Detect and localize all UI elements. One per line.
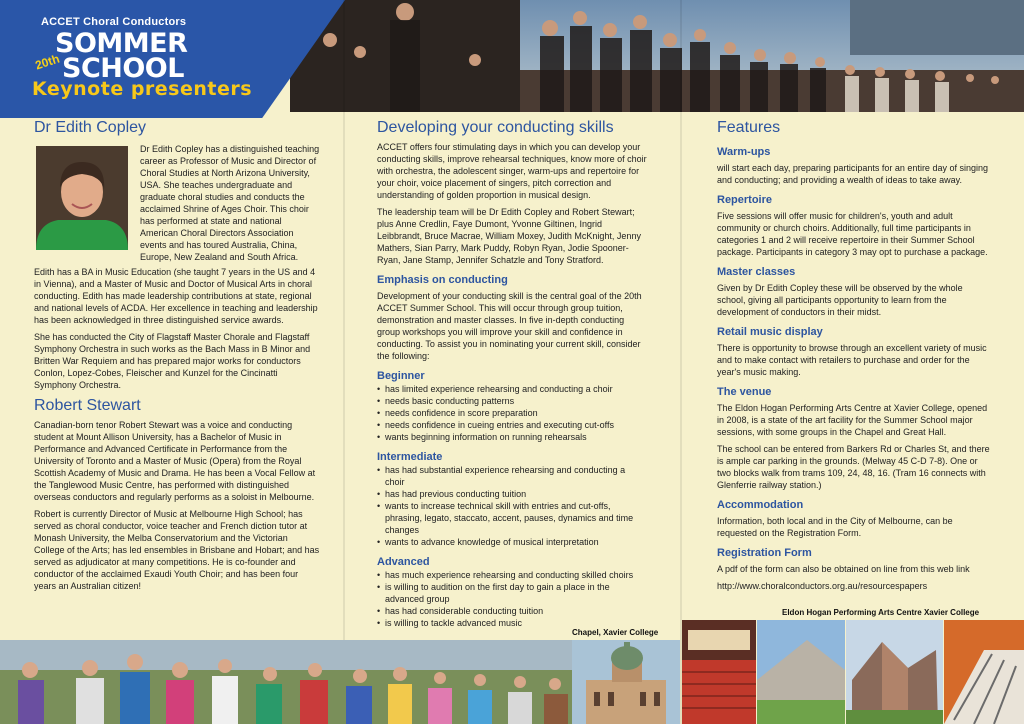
beginner-heading: Beginner xyxy=(377,370,425,382)
registration-link[interactable]: http://www.choralconductors.org.au/resourcespapers xyxy=(717,581,928,591)
title-school: SCHOOL xyxy=(62,53,184,84)
copley-intro xyxy=(140,140,320,268)
org-name: ACCET Choral Conductors xyxy=(41,16,187,28)
venue-photo-stairs xyxy=(944,620,1024,724)
list-item: • needs confidence in cueing entries and executing cut-offs xyxy=(385,419,647,431)
stewart-para-2: Robert is currently Director of Music at Melbourne High School; has served as choral conductor, voice teacher and French diction tutor at Monash University, the Melba Conservatorium and the Victorian College of the Arts; has led ensembles in Brisbane and Hobart; and has served as adjudicator at many competitions. He is co-founder and conductor of the acclaimed Exaudi Youth Choir; and has been four years an Australian citizen! xyxy=(34,509,320,591)
venue-para-2: The school can be entered from Barkers Rd or Charles St, and there is ample car parking in the grounds. (Melway 45 C-D 7-8). One or two blocks walk from trams 109, 24, 48, 16. (Tram 16 connects with Glenferrie railway station.) xyxy=(717,444,990,490)
stewart-heading: Robert Stewart xyxy=(34,397,141,414)
advanced-heading: Advanced xyxy=(377,556,430,568)
copley-para-1: Dr Edith Copley has a distinguished teaching career as Professor of Music and Director of Choral Studies at North Arizona University, USA. She teaches undergraduate and graduate choral studies and conducts the acclaimed Shrine of Ages Choir. This choir has performed at state and national American Choral Directors Association events and has toured Australia, China, Europe, New Zealand and South Africa. xyxy=(140,144,320,262)
list-item: • has had considerable conducting tuition xyxy=(385,605,647,617)
skills-para-1: ACCET offers four stimulating days in which you can develop your conducting skills, improve rehearsal techniques, know more of choir with orchestra, the adolescent singer, warm-ups and repertoire for your choir, voice placement of singers, pitch correction and understanding of golden proportion in musical design. xyxy=(377,142,647,200)
list-item: • has limited experience rehearsing and conducting a choir xyxy=(385,383,647,395)
beginner-list xyxy=(377,383,647,443)
list-item: • needs confidence in score preparation xyxy=(385,407,647,419)
features-heading: Features xyxy=(717,119,781,136)
venue-para-1: The Eldon Hogan Performing Arts Centre at Xavier College, opened in 2008, is a state of the art facility for the Summer School major sessions, with some groups in the Chapel and Great Hall. xyxy=(717,403,988,437)
registration-para: A pdf of the form can also be obtained on line from this web link xyxy=(717,564,970,574)
repertoire-heading: Repertoire xyxy=(717,194,773,206)
advanced-list xyxy=(377,569,647,629)
emphasis-heading: Emphasis on conducting xyxy=(377,274,508,286)
master-classes-heading: Master classes xyxy=(717,266,796,278)
keynote-heading: Keynote presenters xyxy=(32,78,253,100)
list-item: • needs basic conducting patterns xyxy=(385,395,647,407)
skills-para-2: The leadership team will be Dr Edith Copley and Robert Stewart; plus Anne Credlin, Faye Dumont, Yvonne Giltinen, Ingrid Leibbrandt, Bruce Macrae, William Moxey, Judith McKnight, Jenny Mathers, Sian Parry, Mark Puddy, Robyn Ryan, Jodie Spooner-Ryan, Jane Stamp, Jennifer Schatzle and Tony Stratford. xyxy=(377,207,641,265)
warmups-heading: Warm-ups xyxy=(717,146,771,158)
column-skills xyxy=(377,118,647,629)
list-item: • is willing to audition on the first day to gain a place in the advanced group xyxy=(385,581,647,605)
copley-para-3: She has conducted the City of Flagstaff Master Chorale and Flagstaff Symphony Orchestra in such works as the Bach Mass in B Minor and Britten War Requiem and has prepared major works for conductors Conlon, Lopez-Cobes, Fleischer and Kunzel for the Cincinatti Symphony Orchestra. xyxy=(34,332,311,390)
registration-heading: Registration Form xyxy=(717,547,812,559)
accommodation-heading: Accommodation xyxy=(717,499,804,511)
retail-heading: Retail music display xyxy=(717,326,823,338)
accommodation-para: Information, both local and in the City of Melbourne, can be requested on the Registration Form. xyxy=(717,516,953,538)
stewart-para-1: Canadian-born tenor Robert Stewart was a voice and conducting student at Mount Allison University, has a Bachelor of Music in Performance and Advanced Certificate in Performance from the University of Toronto and a Master of Music (Opera) from the Royal Scottish Academy of Music and Drama. He has been a Vocal Fellow at the Tanglewood Music Centre, has performed with distinguished overseas conductors and regularly performs as a soloist in Melbourne. xyxy=(34,420,316,502)
list-item: • has much experience rehearsing and conducting skilled choirs xyxy=(385,569,647,581)
skills-heading: Developing your conducting skills xyxy=(377,119,614,136)
chapel-photo xyxy=(572,640,680,724)
warmups-para: will start each day, preparing participants for an entire day of singing and conducting; and providing a wealth of ideas to take away. xyxy=(717,163,988,185)
column-copley xyxy=(34,118,320,138)
list-item: • is willing to tackle advanced music xyxy=(385,617,647,629)
column-features xyxy=(717,118,992,597)
fold-line xyxy=(343,0,345,724)
venue-caption: Eldon Hogan Performing Arts Centre Xavier College xyxy=(782,608,980,617)
retail-para: There is opportunity to browse through an excellent variety of music and to make contact with retailers to purchase and order for the year's music making. xyxy=(717,343,987,377)
intermediate-heading: Intermediate xyxy=(377,451,443,463)
venue-photo-exterior xyxy=(757,620,845,724)
list-item: • has had substantial experience rehearsing and conducting a choir xyxy=(385,464,647,488)
copley-body xyxy=(34,263,320,597)
anniversary-badge: 20th xyxy=(33,51,62,73)
title-sommer: SOMMER xyxy=(55,28,188,59)
list-item: • wants beginning information on running rehearsals xyxy=(385,431,647,443)
list-item: • wants to increase technical skill with entries and cut-offs, phrasing, legato, staccato, accent, pauses, dynamics and time changes xyxy=(385,500,647,536)
venue-heading: The venue xyxy=(717,386,772,398)
intermediate-list xyxy=(377,464,647,548)
choir-group-photo xyxy=(290,0,1024,112)
list-item: • has had previous conducting tuition xyxy=(385,488,647,500)
master-classes-para: Given by Dr Edith Copley these will be observed by the whole school, giving all participants opportunity to learn from the development of conductors in their midst. xyxy=(717,283,963,317)
repertoire-para: Five sessions will offer music for children's, youth and adult community or church choirs. Additionally, full time participants in categories 1 and 2 will receive repertoire in their Summer School package. Participants in category 3 may opt to purchase a package. xyxy=(717,211,988,257)
venue-photo-building xyxy=(846,620,943,724)
copley-para-2: Edith has a BA in Music Education (she taught 7 years in the US and 4 in Vienna), and a Master of Music and Doctor of Musical Arts in choral conducting. Edith has made leadership contributions at state, regional and national levels of ACDA. Her excellence in teaching and leadership has been acknowledged in three distinguished service awards. xyxy=(34,267,318,325)
copley-portrait xyxy=(36,146,128,250)
list-item: • wants to advance knowledge of musical interpretation xyxy=(385,536,647,548)
chapel-caption: Chapel, Xavier College xyxy=(572,628,659,637)
emphasis-para: Development of your conducting skill is the central goal of the 20th ACCET Summer School. This will occur through group tuition, demonstration and master classes. In five in-depth conducting group workshops you will improve your skill and confidence in conducting. To assist you in nominating your current skill, consider the following: xyxy=(377,291,642,361)
fold-line xyxy=(680,0,682,724)
participants-photo xyxy=(0,640,572,724)
venue-photo-auditorium xyxy=(682,620,756,724)
copley-heading: Dr Edith Copley xyxy=(34,119,147,136)
